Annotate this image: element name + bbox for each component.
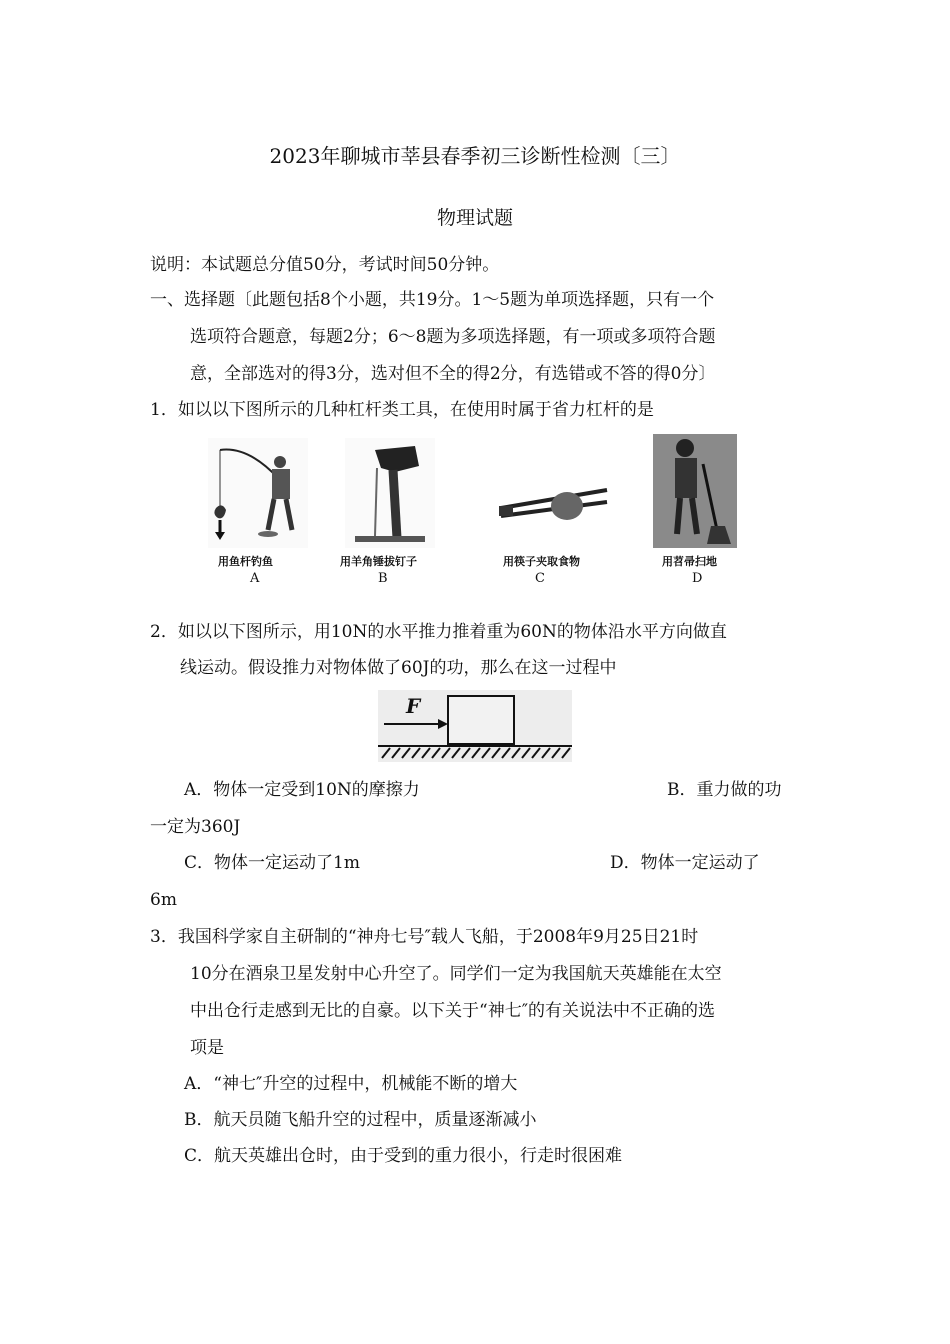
- exam-note: 说明：本试题总分值50分，考试时间50分钟。: [150, 255, 500, 275]
- section-heading-line1: 一、选择题〔此题包括8个小题，共19分。1～5题为单项选择题，只有一个: [150, 290, 715, 310]
- broom-sweeping-figure: [653, 434, 737, 548]
- chopsticks-figure: [495, 470, 615, 540]
- fishing-rod-figure: [208, 438, 308, 548]
- push-block-figure: [378, 690, 572, 762]
- question-2-stem-line1: 2．如以以下图所示，用10N的水平推力推着重为60N的物体沿水平方向做直: [150, 622, 727, 642]
- question-2-option-a: A．物体一定受到10N的摩擦力: [184, 780, 420, 800]
- claw-hammer-figure: [345, 438, 435, 548]
- option-c-letter: C: [535, 571, 545, 586]
- question-3-option-c: C．航天英雄出仓时，由于受到的重力很小，行走时很困难: [184, 1146, 623, 1166]
- question-2-option-b: B．重力做的功: [667, 780, 782, 800]
- question-3-option-b: B．航天员随飞船升空的过程中，质量逐渐减小: [184, 1110, 537, 1130]
- question-2-option-b-continued: 一定为360J: [150, 817, 241, 837]
- option-b-caption: 用羊角锤拔钉子: [340, 555, 417, 568]
- question-3-option-a: A．“神七″升空的过程中，机械能不断的增大: [184, 1074, 518, 1094]
- question-3-stem-line2: 10分在酒泉卫星发射中心升空了。同学们一定为我国航天英雄能在太空: [190, 964, 722, 984]
- force-label: F: [406, 694, 421, 718]
- question-1-stem: 1．如以以下图所示的几种杠杆类工具，在使用时属于省力杠杆的是: [150, 400, 654, 420]
- question-2-stem-line2: 线运动。假设推力对物体做了60J的功，那么在这一过程中: [180, 658, 617, 678]
- page-title: 2023年聊城市莘县春季初三诊断性检测〔三〕: [269, 144, 681, 168]
- question-2-option-c: C．物体一定运动了1m: [184, 853, 360, 873]
- option-d-letter: D: [692, 571, 703, 586]
- question-2-option-d-continued: 6m: [150, 890, 177, 910]
- section-heading-line2: 选项符合题意，每题2分；6～8题为多项选择题，有一项或多项符合题: [190, 327, 716, 347]
- page-subtitle: 物理试题: [436, 207, 513, 229]
- option-a-caption: 用鱼杆钓鱼: [218, 555, 273, 568]
- section-heading-line3: 意，全部选对的得3分，选对但不全的得2分，有选错或不答的得0分〕: [190, 364, 716, 384]
- option-c-caption: 用筷子夹取食物: [503, 555, 580, 568]
- option-b-letter: B: [378, 571, 388, 586]
- option-d-caption: 用苕帚扫地: [662, 555, 717, 568]
- option-a-letter: A: [250, 571, 260, 586]
- question-3-stem-line3: 中出仓行走感到无比的自豪。以下关于“神七″的有关说法中不正确的选: [190, 1001, 716, 1021]
- question-3-stem-line1: 3．我国科学家自主研制的“神舟七号″载人飞船，于2008年9月25日21时: [150, 927, 699, 947]
- question-3-stem-line4: 项是: [190, 1038, 224, 1058]
- question-2-option-d: D．物体一定运动了: [610, 853, 760, 873]
